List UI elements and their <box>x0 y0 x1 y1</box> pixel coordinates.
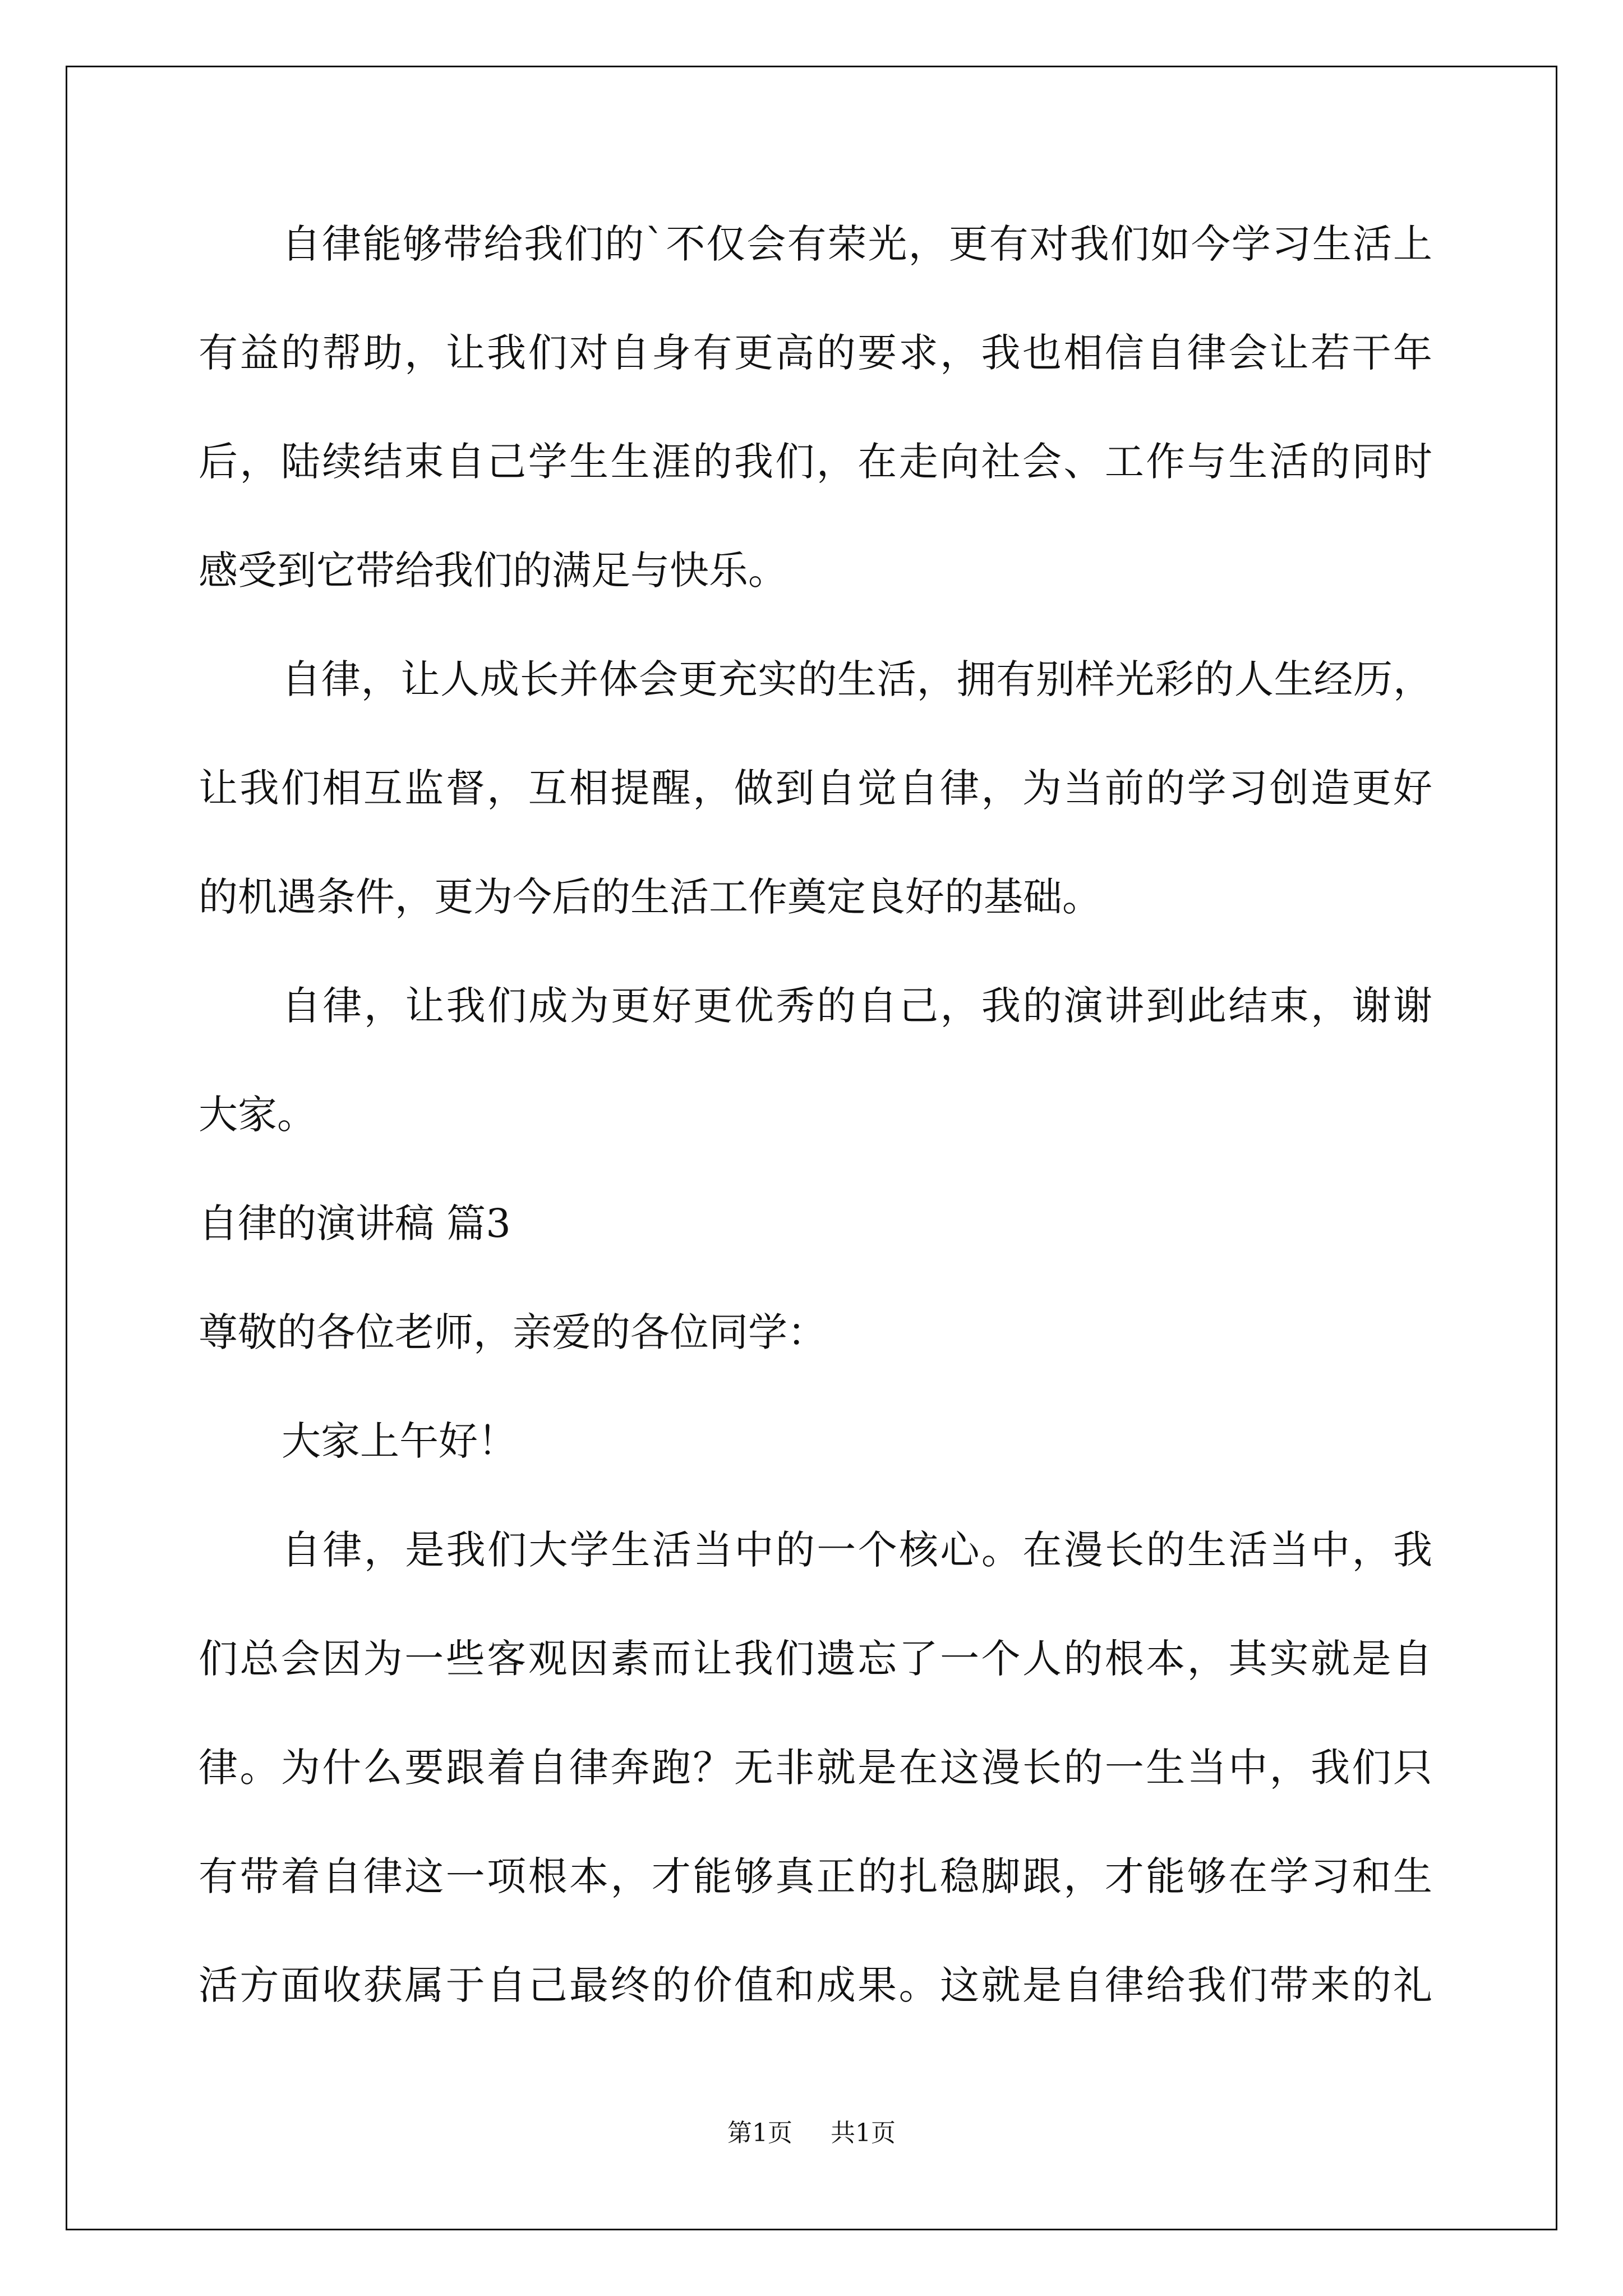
page-footer <box>0 2116 1623 2150</box>
greeting: 大家上午好！ <box>282 1418 517 1464</box>
salutation: 尊敬的各位老师，亲爱的各位同学： <box>199 1309 827 1355</box>
paragraph-3-line-2: 大家。 <box>199 1092 316 1138</box>
paragraph-1-line-3: 后，陆续结束自己学生生涯的我们，在走向社会、工作与生活的同时 <box>199 439 1432 485</box>
paragraph-4-line-2: 们总会因为一些客观因素而让我们遗忘了一个人的根本，其实就是自 <box>199 1636 1432 1682</box>
paragraph-4-line-5: 活方面收获属于自己最终的价值和成果。这就是自律给我们带来的礼 <box>199 1962 1432 2008</box>
paragraph-3-line-1: 自律，让我们成为更好更优秀的自己，我的演讲到此结束，谢谢 <box>282 983 1432 1029</box>
page-total: 共1页 <box>831 2119 896 2147</box>
paragraph-1-line-4: 感受到它带给我们的满足与快乐。 <box>199 547 787 593</box>
paragraph-1-line-2: 有益的帮助，让我们对自身有更高的要求，我也相信自律会让若干年 <box>199 330 1432 376</box>
paragraph-1-line-1: 自律能够带给我们的`不仅会有荣光，更有对我们如今学习生活上 <box>282 221 1432 267</box>
paragraph-4-line-3: 律。为什么要跟着自律奔跑？无非就是在这漫长的一生当中，我们只 <box>199 1745 1432 1791</box>
paragraph-2-line-2: 让我们相互监督，互相提醒，做到自觉自律，为当前的学习创造更好 <box>199 765 1432 811</box>
paragraph-2-line-3: 的机遇条件，更为今后的生活工作奠定良好的基础。 <box>199 874 1101 920</box>
paragraph-2-line-1: 自律，让人成长并体会更充实的生活，拥有别样光彩的人生经历， <box>282 656 1432 702</box>
section-heading: 自律的演讲稿 篇3 <box>199 1200 511 1246</box>
paragraph-4-line-1: 自律，是我们大学生活当中的一个核心。在漫长的生活当中，我 <box>282 1527 1432 1573</box>
paragraph-4-line-4: 有带着自律这一项根本，才能够真正的扎稳脚跟，才能够在学习和生 <box>199 1853 1432 1899</box>
page-number: 第1页 <box>727 2119 792 2147</box>
page-border <box>66 66 1557 2230</box>
